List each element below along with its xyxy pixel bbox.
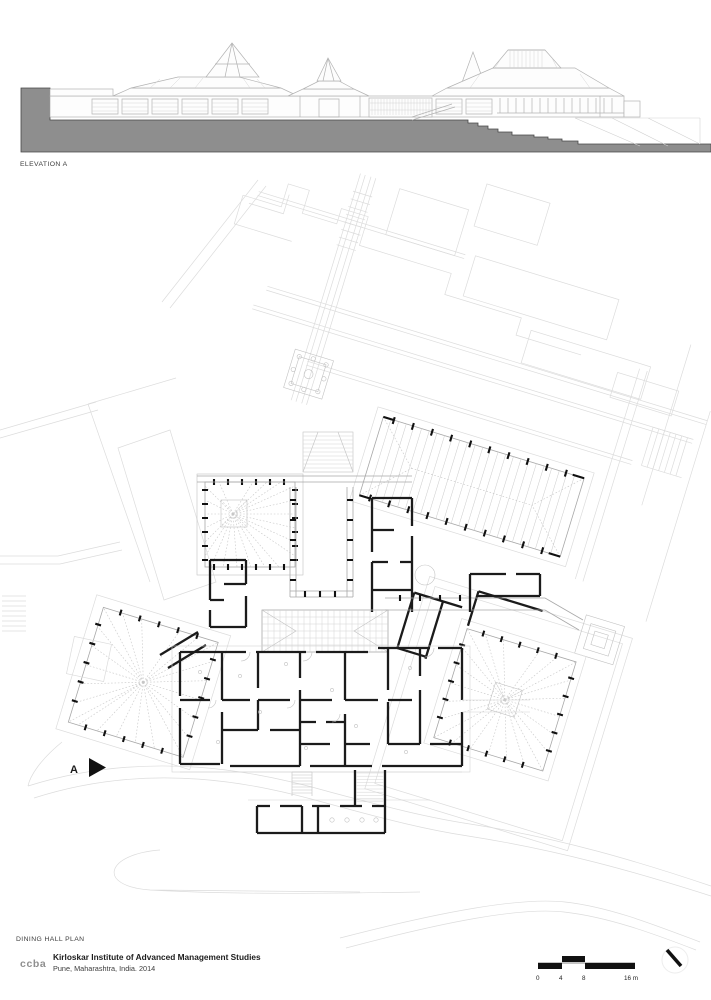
- scale-tick-0: 0: [536, 975, 540, 982]
- scale-bar: [536, 956, 638, 982]
- north-steps: [303, 432, 353, 472]
- project-location: Pune, Maharashtra, India. 2014: [53, 964, 156, 973]
- scale-tick-16: 16 m: [624, 975, 638, 982]
- southwest-pavilion-roof: [65, 604, 222, 761]
- kitchen-walls: [172, 646, 470, 772]
- east-wing-walls: [372, 498, 412, 612]
- elevation-drawing: [21, 43, 711, 152]
- elevation-label: ELEVATION A: [20, 161, 68, 168]
- titleblock: [20, 952, 261, 973]
- north-arrow-icon: [662, 947, 688, 973]
- scale-segment-0-4: [538, 963, 562, 969]
- section-marker-label: A: [70, 764, 78, 776]
- scale-tick-4: 4: [559, 975, 563, 982]
- section-arrow-icon: [89, 758, 106, 777]
- project-title: Kirloskar Institute of Advanced Management Studies: [53, 952, 261, 962]
- scale-segment-8-16: [585, 963, 635, 969]
- section-marker: [70, 758, 106, 777]
- courtyard-colonnade: [290, 487, 353, 597]
- scale-tick-8: 8: [582, 975, 586, 982]
- firm-logo: ccba: [20, 958, 47, 970]
- plan-label: DINING HALL PLAN: [16, 936, 85, 943]
- scale-segment-4-8: [562, 956, 585, 962]
